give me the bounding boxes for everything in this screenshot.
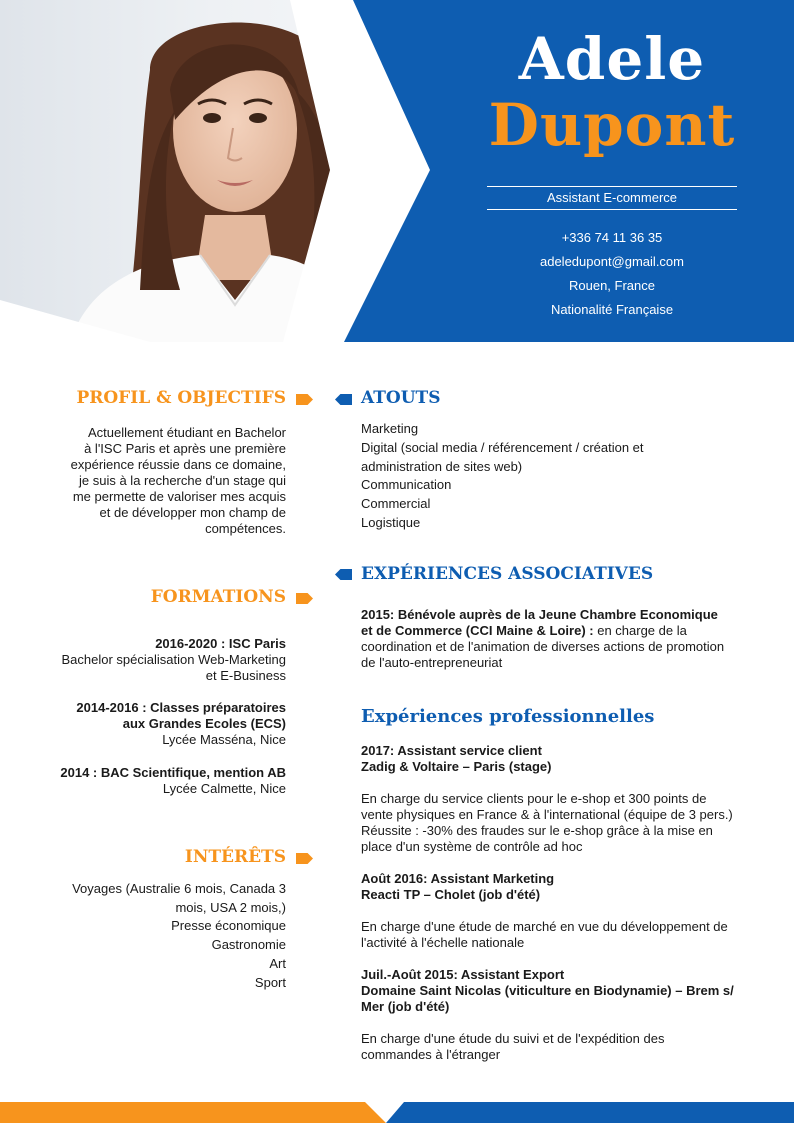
nationality: Nationalité Française [550,302,674,317]
job-title: Assistant E-commerce [546,190,678,205]
list-item: Digital (social media / référencement / création et [361,439,644,455]
formation-item: 2016-2020 : ISC Paris Bachelor spécialisation Web-Marketing et E-Business [61,636,286,683]
list-item: Presse économique [171,918,286,934]
arrow-right-icon [296,593,313,604]
experience-item: Juil.-Août 2015: Assistant Export Domaine Saint Nicolas (viticulture en Biodynamie) – Brem s/ Mer (job d'été) En charge d'une étude du suivi et de l'expédition des commandes à l'étranger [361,967,734,1062]
formation-item: 2014 : BAC Scientifique, mention AB Lycée Calmette, Nice [60,765,286,796]
heading-formations: FORMATIONS [150,587,286,607]
list-item: Marketing [361,421,419,436]
divider-bottom [487,209,737,210]
list-item: Voyages (Australie 6 mois, Canada 3 [72,881,286,896]
arrow-left-icon [335,394,352,405]
heading-atouts: ATOUTS [361,388,441,408]
arrow-right-icon [296,853,313,864]
interets-list [40,880,286,992]
profile-text: Actuellement étudiant en Bachelor à l'ISC Paris et après une première expérience réussie dans ce domaine, je suis à la recherche d'un stage qui me permette de valoriser mes acquis et de développer mon champ de compétences. [70,425,286,536]
divider-top [487,186,737,187]
list-item: administration de sites web) [361,458,523,474]
list-item: Sport [254,974,286,990]
phone: +336 74 11 36 35 [561,230,663,245]
arrow-left-icon [335,569,352,580]
experience-item: Août 2016: Assistant Marketing Reacti TP – Cholet (job d'été) En charge d'une étude de marché en vue du développement de l'activité à l'échelle nationale [361,871,728,950]
email: adeledupont@gmail.com [539,254,684,269]
heading-interets: INTÉRÊTS [184,847,286,867]
arrow-right-icon [296,394,313,405]
list-item: Gastronomie [211,937,286,953]
associative-text: 2015: Bénévole auprès de la Jeune Chambre Economique et de Commerce (CCI Maine & Loire) : en charge de la coordination et de l'animation de diverses actions de promotion de l'auto-entrepreneuriat [361,607,725,670]
first-name: Adele [518,25,706,93]
formation-item: 2014-2016 : Classes préparatoires aux Grandes Ecoles (ECS) Lycée Masséna, Nice [76,700,286,747]
list-item: Art [269,955,286,971]
experience-item: 2017: Assistant service client Zadig & Voltaire – Paris (stage) En charge du service clients pour le e-shop et 300 points de vente physiques en France & à l'international (équipe de 3 pers.) Réussite : -30% des fraudes sur le e-shop grâce à la mise en place d'un système de contrôle ad hoc [361,743,733,854]
list-item: Commercial [361,496,431,512]
location: Rouen, France [569,278,655,293]
last-name: Dupont [488,91,736,159]
heading-experiences-associatives: EXPÉRIENCES ASSOCIATIVES [361,564,654,584]
atouts-list [361,420,756,533]
list-item: mois, USA 2 mois,) [175,899,286,915]
heading-profil-objectifs: PROFIL & OBJECTIFS [76,388,286,408]
heading-experiences-professionnelles: Expériences professionnelles [361,706,655,727]
list-item: Communication [361,477,452,493]
footer-band [0,1102,794,1123]
list-item: Logistique [361,514,421,530]
